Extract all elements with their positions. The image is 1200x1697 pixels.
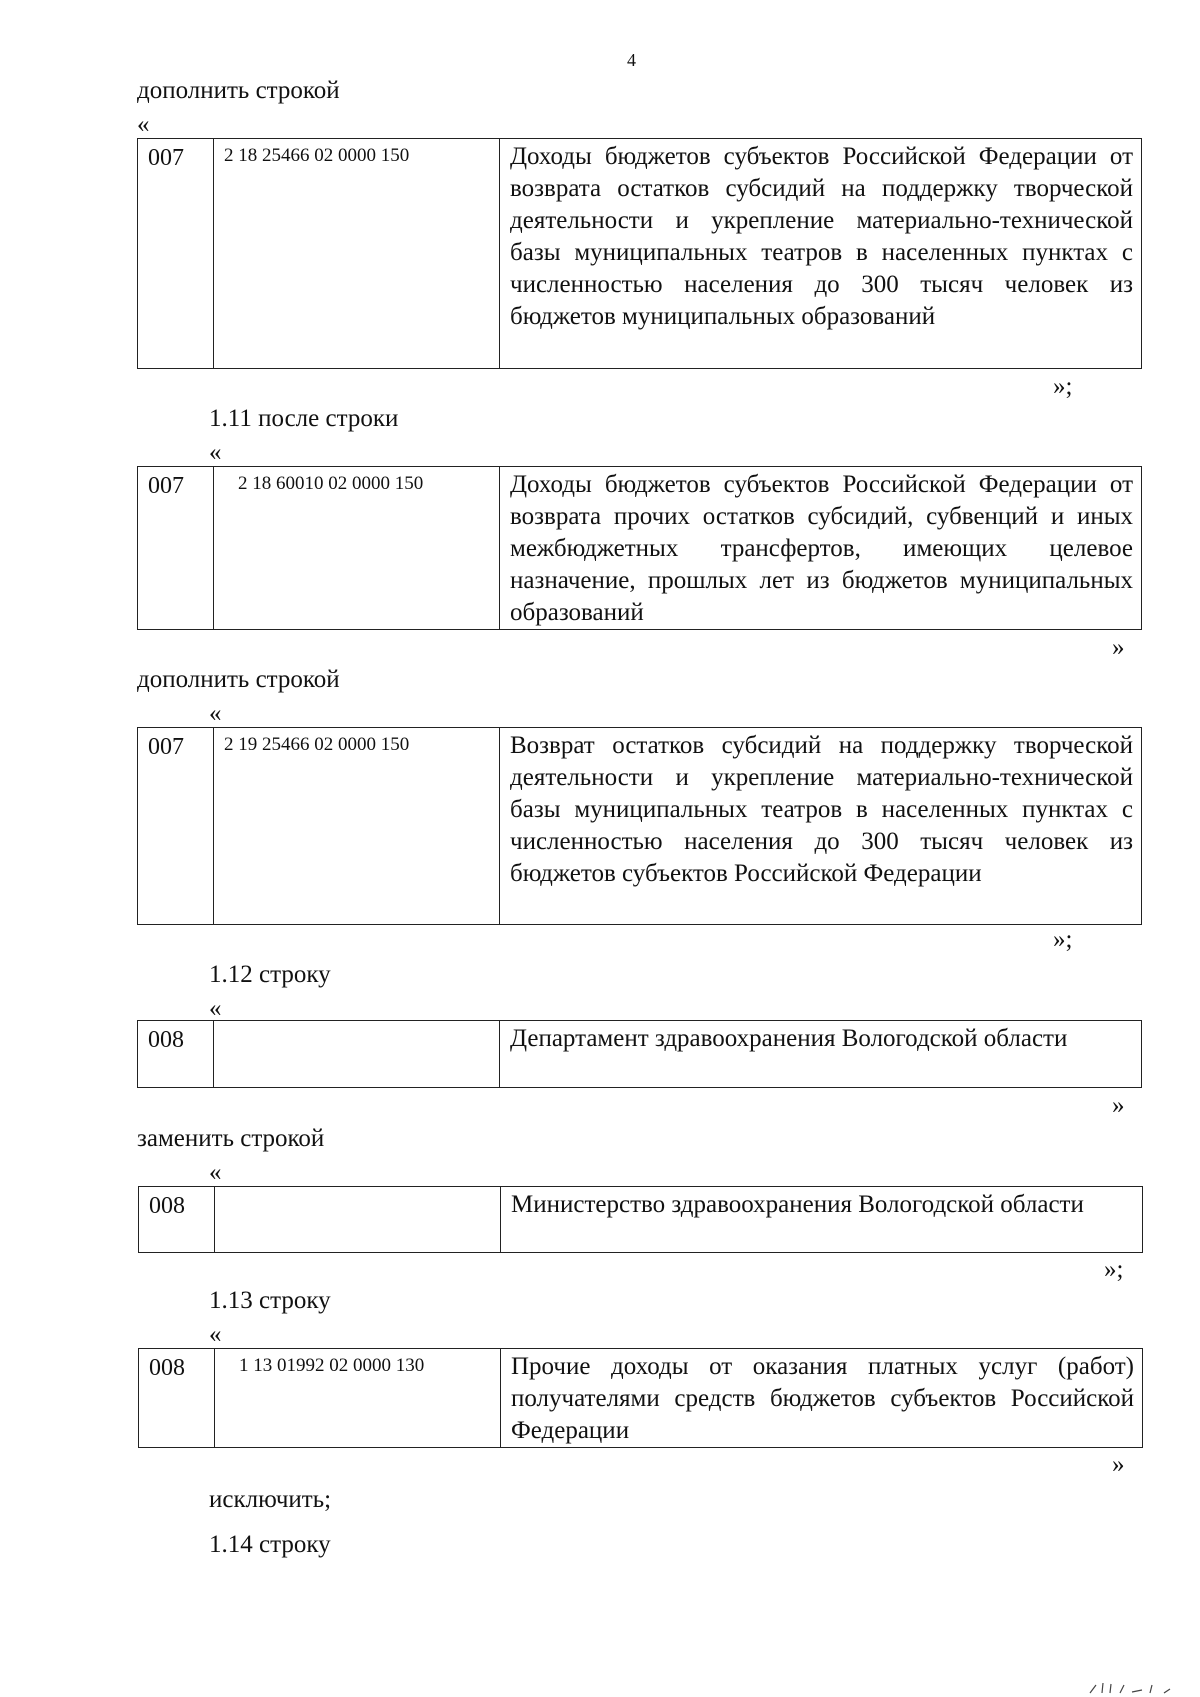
section-5-table bbox=[138, 1186, 1143, 1253]
table-row bbox=[138, 467, 1142, 630]
section-4-open-quote: « bbox=[209, 995, 222, 1022]
row-description: Доходы бюджетов субъектов Российской Федерации от возврата остатков субсидий на поддержку творческой деятельности и укрепление материально-технической базы муниципальных театров в населенных пунктах с численностью населения до 300 тысяч человек из бюджетов муниципальных образований bbox=[500, 139, 1142, 369]
section-5-open-quote: « bbox=[209, 1159, 222, 1186]
table-row bbox=[138, 1021, 1142, 1088]
row-kbk: 2 18 25466 02 0000 150 bbox=[214, 139, 500, 369]
row-description: Доходы бюджетов субъектов Российской Федерации от возврата прочих остатков субсидий, субвенций и иных межбюджетных трансфертов, имеющих целевое назначение, прошлых лет из бюджетов муниципальных образований bbox=[500, 467, 1142, 630]
row-kbk bbox=[215, 1187, 501, 1253]
section-6-close-quote: » bbox=[1112, 1451, 1125, 1478]
section-1-intro: дополнить строкой bbox=[137, 77, 340, 104]
row-description: Прочие доходы от оказания платных услуг (работ) получателями средств бюджетов субъектов Российской Федерации bbox=[501, 1349, 1143, 1448]
next-item: 1.14 строку bbox=[209, 1531, 331, 1558]
exclude-text: исключить; bbox=[209, 1486, 332, 1513]
row-code: 008 bbox=[138, 1021, 214, 1088]
row-kbk: 1 13 01992 02 0000 130 bbox=[215, 1349, 501, 1448]
section-2-table bbox=[137, 466, 1142, 630]
section-2-close-quote: » bbox=[1112, 634, 1125, 661]
section-5-close-quote: »; bbox=[1104, 1256, 1124, 1283]
row-description: Возврат остатков субсидий на поддержку творческой деятельности и укрепление материально-технической базы муниципальных театров в населенных пунктах с численностью населения до 300 тысяч человек из бюджетов субъектов Российской Федерации bbox=[500, 728, 1142, 925]
section-3-intro: дополнить строкой bbox=[137, 666, 340, 693]
table-row bbox=[138, 139, 1142, 369]
section-1-close-quote: »; bbox=[1053, 373, 1073, 400]
section-1-table bbox=[137, 138, 1142, 369]
section-4-close-quote: » bbox=[1112, 1092, 1125, 1119]
section-5-intro: заменить строкой bbox=[137, 1125, 325, 1152]
scan-mark-icon bbox=[1080, 1675, 1200, 1697]
row-code: 007 bbox=[138, 139, 214, 369]
section-4-intro: 1.12 строку bbox=[209, 961, 331, 988]
row-code: 008 bbox=[139, 1187, 215, 1253]
section-6-open-quote: « bbox=[209, 1321, 222, 1348]
section-3-table bbox=[137, 727, 1142, 925]
section-4-table bbox=[137, 1020, 1142, 1088]
section-3-open-quote: « bbox=[209, 700, 222, 727]
section-2-intro: 1.11 после строки bbox=[209, 405, 399, 432]
row-description: Министерство здравоохранения Вологодской области bbox=[501, 1187, 1143, 1253]
page-number: 4 bbox=[627, 50, 636, 70]
section-3-close-quote: »; bbox=[1053, 926, 1073, 953]
table-row bbox=[139, 1349, 1143, 1448]
row-kbk bbox=[214, 1021, 500, 1088]
row-kbk: 2 18 60010 02 0000 150 bbox=[214, 467, 500, 630]
row-code: 008 bbox=[139, 1349, 215, 1448]
row-code: 007 bbox=[138, 467, 214, 630]
section-2-open-quote: « bbox=[209, 439, 222, 466]
table-row bbox=[139, 1187, 1143, 1253]
section-6-intro: 1.13 строку bbox=[209, 1287, 331, 1314]
table-row bbox=[138, 728, 1142, 925]
row-kbk: 2 19 25466 02 0000 150 bbox=[214, 728, 500, 925]
row-code: 007 bbox=[138, 728, 214, 925]
row-description: Департамент здравоохранения Вологодской области bbox=[500, 1021, 1142, 1088]
section-6-table bbox=[138, 1348, 1143, 1448]
section-1-open-quote: « bbox=[137, 111, 150, 138]
